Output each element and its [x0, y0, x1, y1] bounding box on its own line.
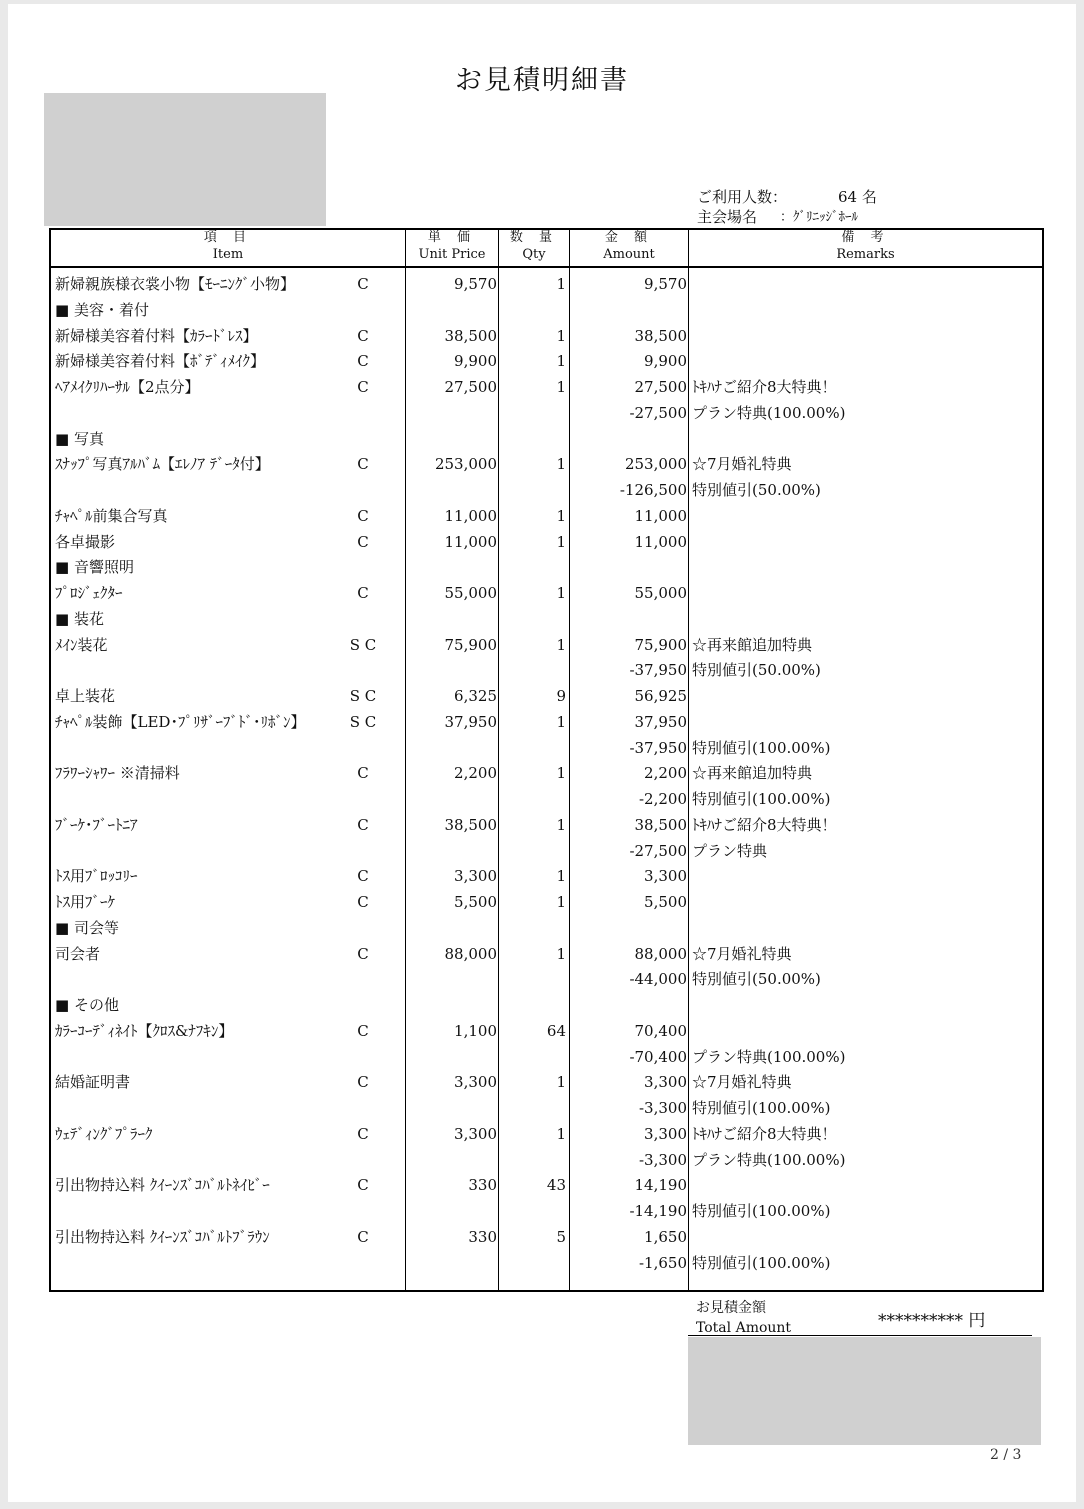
item-code [340, 477, 386, 503]
amount [570, 554, 687, 580]
remarks: プラン特典 [692, 841, 768, 860]
header-unit-en: Unit Price [418, 247, 486, 262]
item-name: ﾌﾟﾛｼﾞｪｸﾀｰ [55, 584, 123, 602]
item-code [340, 1095, 386, 1121]
unit-price: 11,000 [444, 506, 497, 525]
table-row [0, 1198, 1084, 1224]
table-row [0, 348, 1084, 374]
unit-price: 38,500 [444, 815, 497, 834]
quantity: 1 [556, 352, 566, 371]
item-name: 司会者 [55, 944, 101, 963]
quantity: 1 [556, 867, 566, 886]
item-code [340, 915, 386, 941]
remarks: 特別値引(50.00%) [692, 970, 821, 989]
remarks: 特別値引(100.00%) [692, 738, 831, 757]
item-code [340, 838, 386, 864]
item-name: ﾁｬﾍﾟﾙ装飾【LED･ﾌﾟﾘｻﾞｰﾌﾞﾄﾞ･ﾘﾎﾞﾝ】 [55, 712, 306, 731]
header-divider [49, 266, 1044, 268]
quantity: 1 [556, 815, 566, 834]
amount: 9,570 [644, 275, 687, 293]
item-code: C [357, 1227, 369, 1246]
unit-price: 27,500 [444, 378, 497, 396]
quantity [500, 1250, 566, 1276]
remarks: ﾄｷﾊﾅご紹介8大特典！ [692, 378, 837, 396]
amount: -3,300 [638, 1150, 687, 1169]
quantity: 1 [556, 944, 566, 963]
quantity: 1 [556, 1124, 566, 1143]
amount: 2,200 [644, 764, 687, 783]
quantity: 1 [556, 326, 566, 345]
amount: -27,500 [629, 841, 687, 860]
quantity [500, 297, 566, 323]
header-qty-jp: 数 量 [509, 230, 559, 245]
amount: 253,000 [624, 455, 687, 474]
quantity: 1 [556, 712, 566, 731]
item-name: ■ 写真 [55, 429, 104, 448]
table-row [0, 863, 1084, 889]
item-code [340, 400, 386, 426]
redacted-block-top [44, 93, 326, 226]
quantity: 64 [546, 1021, 566, 1040]
amount: 11,000 [634, 532, 687, 551]
quantity: 1 [556, 635, 566, 654]
table-row [0, 477, 1084, 503]
unit-price [406, 554, 497, 580]
amount: 14,190 [634, 1176, 687, 1195]
table-row [0, 323, 1084, 349]
amount: 3,300 [644, 1073, 687, 1092]
header-amount-jp: 金 額 [604, 230, 654, 245]
item-code: C [357, 1124, 369, 1143]
amount: 5,500 [644, 893, 687, 911]
table-row [0, 606, 1084, 632]
table-row [0, 580, 1084, 606]
item-code: C [357, 352, 369, 371]
remarks: ☆7月婚礼特典 [692, 455, 792, 474]
unit-price: 55,000 [444, 584, 497, 602]
amount: -2,200 [638, 790, 687, 808]
amount: 70,400 [634, 1021, 687, 1040]
item-code: C [357, 867, 369, 886]
guests-value: 64 名 [838, 188, 877, 206]
table-row [0, 915, 1084, 941]
table-row [0, 889, 1084, 915]
remarks: 特別値引(50.00%) [692, 481, 821, 499]
quantity [500, 606, 566, 632]
amount: -1,650 [638, 1253, 687, 1272]
table-row [0, 1224, 1084, 1250]
table-row [0, 992, 1084, 1018]
amount: 75,900 [634, 635, 687, 654]
table-row [0, 1250, 1084, 1276]
amount [570, 297, 687, 323]
item-name: ■ 司会等 [55, 918, 119, 937]
quantity: 1 [556, 893, 566, 911]
quantity: 1 [556, 378, 566, 396]
header-remarks [689, 229, 1042, 266]
table-row [0, 297, 1084, 323]
unit-price: 9,570 [454, 275, 497, 293]
amount: 38,500 [634, 815, 687, 834]
item-name: ﾒｲﾝ装花 [55, 635, 108, 654]
item-code: S C [349, 712, 377, 731]
table-row [0, 1121, 1084, 1147]
quantity [500, 915, 566, 941]
unit-price [406, 1095, 497, 1121]
remarks: プラン特典(100.00%) [692, 403, 846, 422]
unit-price [406, 966, 497, 992]
item-code [340, 1147, 386, 1173]
item-code [340, 1250, 386, 1276]
unit-price [406, 915, 497, 941]
item-name: ■ その他 [55, 996, 119, 1014]
quantity: 5 [556, 1227, 566, 1246]
unit-price: 3,300 [454, 867, 497, 886]
unit-price: 330 [468, 1227, 497, 1246]
table-row [0, 1172, 1084, 1198]
amount [570, 426, 687, 452]
remarks: 特別値引(50.00%) [692, 661, 821, 680]
quantity: 1 [556, 455, 566, 474]
table-row [0, 1044, 1084, 1070]
unit-price: 6,325 [454, 687, 497, 705]
unit-price [406, 786, 497, 812]
quantity: 9 [556, 687, 566, 705]
item-code: C [357, 532, 369, 551]
header-remarks-en: Remarks [836, 247, 895, 262]
item-name: ■ 美容・着付 [55, 300, 149, 319]
unit-price: 75,900 [444, 635, 497, 654]
unit-price [406, 657, 497, 683]
remarks: プラン特典(100.00%) [692, 1047, 846, 1066]
remarks: ﾄｷﾊﾅご紹介8大特典！ [692, 815, 837, 834]
item-code [340, 657, 386, 683]
table-row [0, 1069, 1084, 1095]
header-unit-jp: 単 価 [427, 230, 477, 245]
quantity [500, 1147, 566, 1173]
remarks: プラン特典(100.00%) [692, 1150, 846, 1169]
table-row [0, 271, 1084, 297]
item-code: C [357, 815, 369, 834]
document-title: お見積明細書 [455, 65, 629, 96]
item-code: C [357, 455, 369, 474]
total-value: ********** 円 [878, 1311, 986, 1331]
unit-price [406, 838, 497, 864]
table-row [0, 400, 1084, 426]
table-row [0, 838, 1084, 864]
amount: 37,950 [634, 712, 687, 731]
unit-price [406, 735, 497, 761]
item-name: 各卓撮影 [55, 532, 116, 551]
item-name: ■ 音響照明 [55, 558, 134, 577]
item-code [340, 735, 386, 761]
amount: -37,950 [629, 661, 687, 680]
table-row [0, 760, 1084, 786]
item-name: 新婦様美容着付料【ﾎﾞﾃﾞｨﾒｲｸ】 [55, 352, 266, 371]
item-name: ﾄｽ用ﾌﾞｰｹ [55, 893, 116, 911]
quantity [500, 400, 566, 426]
item-name: ﾌﾞｰｹ･ﾌﾞｰﾄﾆｱ [55, 815, 138, 834]
amount: -70,400 [629, 1047, 687, 1066]
unit-price [406, 992, 497, 1018]
item-code [340, 1198, 386, 1224]
quantity [500, 426, 566, 452]
item-name: 引出物持込料 ｸｲｰﾝｽﾞｺﾊﾞﾙﾄﾈｲﾋﾞｰ [55, 1176, 270, 1195]
item-name: 新婦様美容着付料【ｶﾗｰﾄﾞﾚｽ】 [55, 326, 258, 345]
quantity [500, 838, 566, 864]
item-code: C [357, 1073, 369, 1092]
quantity: 1 [556, 764, 566, 783]
item-code: C [357, 1021, 369, 1040]
item-name: ﾄｽ用ﾌﾞﾛｯｺﾘｰ [55, 867, 138, 886]
table-row [0, 966, 1084, 992]
item-code: C [357, 506, 369, 525]
amount: 1,650 [644, 1227, 687, 1246]
header-item [51, 229, 405, 266]
unit-price [406, 1044, 497, 1070]
header-amount [570, 229, 688, 266]
item-code: C [357, 378, 369, 396]
header-remarks-jp: 備 考 [841, 230, 890, 245]
item-code [340, 786, 386, 812]
remarks: ☆再来館追加特典 [692, 635, 813, 654]
item-code: C [357, 326, 369, 345]
quantity [500, 1198, 566, 1224]
unit-price: 330 [468, 1176, 497, 1195]
quantity: 1 [556, 1073, 566, 1092]
remarks: ﾄｷﾊﾅご紹介8大特典！ [692, 1124, 837, 1143]
quantity [500, 735, 566, 761]
header-unit [406, 229, 498, 266]
unit-price [406, 400, 497, 426]
amount [570, 992, 687, 1018]
item-code [340, 1044, 386, 1070]
amount: 55,000 [634, 584, 687, 602]
unit-price: 37,950 [444, 712, 497, 731]
quantity: 1 [556, 506, 566, 525]
table-row [0, 503, 1084, 529]
quantity: 43 [546, 1176, 566, 1195]
amount: 56,925 [634, 687, 687, 705]
quantity [500, 477, 566, 503]
unit-price [406, 1250, 497, 1276]
amount: -27,500 [629, 403, 687, 422]
quantity [500, 657, 566, 683]
unit-price: 2,200 [454, 764, 497, 783]
unit-price [406, 1147, 497, 1173]
header-item-jp: 項 目 [203, 230, 253, 245]
item-name: 新婦親族様衣裳小物【ﾓｰﾆﾝｸﾞ小物】 [55, 275, 296, 293]
page-number: 2 / 3 [990, 1447, 1022, 1463]
item-code: S C [349, 687, 377, 705]
amount: -126,500 [619, 481, 687, 499]
item-name: ﾌﾗﾜｰｼｬﾜｰ ※清掃料 [55, 764, 180, 783]
unit-price [406, 1198, 497, 1224]
amount: 3,300 [644, 1124, 687, 1143]
item-code: C [357, 275, 369, 293]
table-row [0, 786, 1084, 812]
header-amount-en: Amount [603, 247, 655, 262]
quantity: 1 [556, 275, 566, 293]
unit-price: 253,000 [434, 455, 497, 474]
table-row [0, 632, 1084, 658]
amount: -3,300 [638, 1099, 687, 1117]
item-name: ｶﾗｰｺｰﾃﾞｨﾈｲﾄ【ｸﾛｽ&ﾅﾌｷﾝ】 [55, 1021, 234, 1040]
quantity [500, 966, 566, 992]
amount: 3,300 [644, 867, 687, 886]
guests-label: ご利用人数： [697, 188, 788, 206]
amount: -14,190 [629, 1202, 687, 1220]
unit-price [406, 426, 497, 452]
quantity [500, 1095, 566, 1121]
header-item-en: Item [212, 247, 244, 262]
total-underline [688, 1335, 1032, 1336]
table-row [0, 683, 1084, 709]
unit-price: 88,000 [444, 944, 497, 963]
remarks: 特別値引(100.00%) [692, 790, 831, 808]
table-row [0, 1018, 1084, 1044]
table-row [0, 812, 1084, 838]
table-row [0, 941, 1084, 967]
item-name: 結婚証明書 [55, 1073, 131, 1092]
item-name: ｳｪﾃﾞｨﾝｸﾞﾌﾟﾗｰｸ [55, 1124, 153, 1143]
remarks: ☆7月婚礼特典 [692, 1073, 792, 1092]
venue-label: 主会場名 [697, 208, 758, 226]
amount [570, 915, 687, 941]
item-name: 卓上装花 [55, 687, 116, 705]
unit-price [406, 297, 497, 323]
unit-price [406, 606, 497, 632]
quantity [500, 554, 566, 580]
unit-price: 1,100 [454, 1021, 497, 1040]
item-name: ﾍｱﾒｲｸﾘﾊｰｻﾙ【2点分】 [55, 378, 200, 396]
header-qty [499, 229, 569, 266]
quantity [500, 992, 566, 1018]
table-row [0, 1095, 1084, 1121]
total-label-jp: お見積金額 [696, 1300, 766, 1316]
item-code: C [357, 584, 369, 602]
quantity: 1 [556, 584, 566, 602]
venue-value: ：ｸﾞﾘﾆｯｼﾞﾎｰﾙ [780, 210, 859, 225]
item-code: C [357, 944, 369, 963]
amount: 38,500 [634, 326, 687, 345]
table-row [0, 451, 1084, 477]
amount: -44,000 [629, 970, 687, 989]
unit-price: 3,300 [454, 1124, 497, 1143]
table-row [0, 426, 1084, 452]
item-name: ﾁｬﾍﾟﾙ前集合写真 [55, 506, 168, 525]
item-code: C [357, 893, 369, 911]
remarks: ☆7月婚礼特典 [692, 944, 792, 963]
table-row [0, 374, 1084, 400]
remarks: 特別値引(100.00%) [692, 1253, 831, 1272]
unit-price: 3,300 [454, 1073, 497, 1092]
item-code [340, 606, 386, 632]
item-code [340, 554, 386, 580]
amount: 88,000 [634, 944, 687, 963]
item-name: ｽﾅｯﾌﾟ写真ｱﾙﾊﾞﾑ【ｴﾚﾉｱ ﾃﾞｰﾀ付】 [55, 455, 270, 474]
table-row [0, 529, 1084, 555]
quantity: 1 [556, 532, 566, 551]
unit-price: 11,000 [444, 532, 497, 551]
amount: 9,900 [644, 352, 687, 371]
item-code [340, 966, 386, 992]
amount: 11,000 [634, 506, 687, 525]
quantity [500, 786, 566, 812]
total-label-en: Total Amount [696, 1320, 792, 1336]
table-row [0, 657, 1084, 683]
amount: -37,950 [629, 738, 687, 757]
amount [570, 606, 687, 632]
item-name: 引出物持込料 ｸｲｰﾝｽﾞｺﾊﾞﾙﾄﾌﾞﾗｳﾝ [55, 1227, 270, 1246]
table-row [0, 554, 1084, 580]
unit-price: 5,500 [454, 893, 497, 911]
item-code: S C [349, 635, 377, 654]
quantity [500, 1044, 566, 1070]
unit-price [406, 477, 497, 503]
amount: 27,500 [634, 378, 687, 396]
unit-price: 38,500 [444, 326, 497, 345]
redacted-block-bottom [688, 1337, 1041, 1445]
header-qty-en: Qty [522, 247, 546, 262]
item-code: C [357, 1176, 369, 1195]
table-row [0, 1147, 1084, 1173]
unit-price: 9,900 [454, 352, 497, 371]
item-code [340, 426, 386, 452]
remarks: 特別値引(100.00%) [692, 1202, 831, 1220]
table-row [0, 735, 1084, 761]
item-code [340, 297, 386, 323]
total-label [696, 1298, 791, 1338]
remarks: 特別値引(100.00%) [692, 1099, 831, 1117]
remarks: ☆再来館追加特典 [692, 764, 813, 783]
table-row [0, 709, 1084, 735]
item-code [340, 992, 386, 1018]
item-name: ■ 装花 [55, 609, 104, 628]
item-code: C [357, 764, 369, 783]
